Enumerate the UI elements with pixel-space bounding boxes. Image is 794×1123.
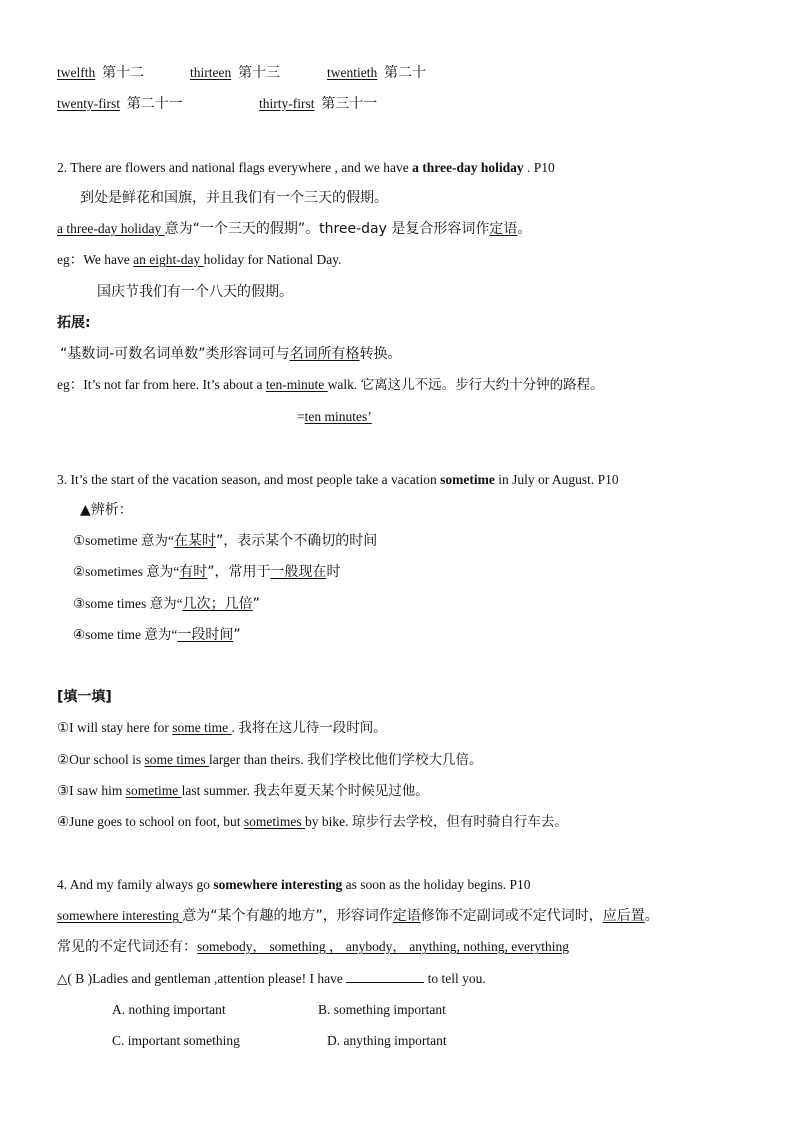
fill-item-answer: some time	[172, 720, 232, 735]
s4-common-label: 常见的不定代词还有：	[57, 939, 197, 955]
s4-note-term: 定语	[392, 908, 421, 924]
s3-item-d: 时	[326, 564, 341, 580]
s2-sentence	[57, 159, 555, 177]
s2-eg-u: an eight-day	[133, 252, 204, 267]
s3-item-c: ”	[233, 627, 241, 643]
ordinal-row-1c	[327, 64, 426, 82]
s4-sentence-bold: somewhere interesting	[213, 877, 343, 892]
ordinal-en: twelfth	[57, 65, 96, 80]
fill-item-1	[57, 719, 387, 737]
s2-note-phrase: a three-day holiday	[57, 221, 165, 236]
fill-title: [填一填]	[57, 689, 112, 705]
s3-item-4	[73, 626, 241, 644]
s3-item-u: 有时	[179, 564, 208, 580]
ordinal-en: twenty-first	[57, 96, 120, 111]
s4-note-text: 意为“某个有趣的地方”，形容词作	[182, 908, 393, 924]
ordinal-row-2b	[259, 95, 377, 113]
s3-item-3	[73, 595, 260, 613]
fill-item-a: ④June goes to school on foot, but	[57, 814, 244, 829]
s3-sentence-a: 3. It’s the start of the vacation season, and most people take a vacation	[57, 472, 441, 487]
s2-note-end: 。	[517, 221, 532, 237]
s4-note-phrase: somewhere interesting	[57, 908, 183, 923]
fill-item-c: last summer. 我去年夏天某个时候见过他。	[181, 783, 429, 798]
fill-item-c: . 我将在这儿待一段时间。	[231, 720, 387, 735]
ordinal-row-2	[57, 95, 183, 113]
s4-note-text-2: 修饰不定副词或不定代词时，	[420, 908, 603, 924]
fill-item-answer: sometimes	[243, 814, 305, 829]
s4-common	[57, 938, 569, 956]
s3-item-2	[73, 563, 340, 581]
s2-note-term: 定语	[489, 221, 518, 237]
s3-item-1	[73, 532, 377, 550]
option-d: D. anything important	[327, 1033, 447, 1048]
s2-eg-a: eg：We have	[57, 252, 134, 267]
s2-example-zh: 国庆节我们有一个八天的假期。	[97, 284, 293, 300]
s4-sentence	[57, 876, 530, 894]
s2-example-2	[57, 376, 604, 394]
s3-item-c: ”，常用于	[207, 564, 271, 580]
s2-eg2-u: ten-minute	[265, 377, 328, 392]
s2-sentence-bold: a three-day holiday	[412, 160, 524, 175]
fill-item-3	[57, 782, 429, 800]
s2-eq-a: =	[297, 409, 305, 424]
s3-item-u2: 一般现在	[270, 564, 327, 580]
s2-translation: 到处是鲜花和国旗，并且我们有一个三天的假期。	[80, 190, 388, 206]
s3-item-u: 在某时	[173, 533, 216, 549]
s3-item-a: ③some times 意为“	[73, 596, 183, 611]
ordinal-en: twentieth	[327, 65, 378, 80]
fill-item-answer: some times	[144, 752, 209, 767]
s4-question-c: to tell you.	[424, 971, 486, 986]
fill-item-4	[57, 813, 568, 831]
fill-item-c: by bike. 琼步行去学校，但有时骑自行车去。	[304, 814, 568, 829]
s2-ext-c: 转换。	[359, 346, 402, 362]
s2-ext-u: 名词所有格	[289, 346, 360, 362]
s2-ext-a: “基数词-可数名词单数”类形容词可与	[60, 346, 290, 362]
ordinal-zh: 第二十一	[126, 96, 183, 112]
fill-item-a: ③I saw him	[57, 783, 126, 798]
s3-item-a: ④some time 意为“	[73, 627, 178, 642]
ordinal-row-1b	[190, 64, 280, 82]
fill-item-2	[57, 751, 482, 769]
s4-note	[57, 907, 659, 925]
s2-example	[57, 251, 341, 269]
option-a: A. nothing important	[112, 1002, 226, 1017]
s3-sentence-c: in July or August. P10	[494, 472, 619, 487]
s2-note-text: 意为“一个三天的假期”。three-day 是复合形容词作	[164, 221, 490, 237]
s2-eq-u: ten minutes’	[304, 409, 372, 424]
s4-common-list: somebody， something ， anybody， anything, nothing, everything	[197, 939, 569, 954]
option-c: C. important something	[112, 1033, 240, 1048]
fill-item-a: ①I will stay here for	[57, 720, 173, 735]
s4-sentence-c: as soon as the holiday begins. P10	[342, 877, 531, 892]
ordinal-en: thirty-first	[259, 96, 315, 111]
s2-eg2-a: eg：It’s not far from here. It’s about a	[57, 377, 266, 392]
s4-note-term-2: 应后置	[602, 908, 645, 924]
s3-item-a: ②sometimes 意为“	[73, 564, 180, 579]
s4-question	[57, 970, 486, 988]
s2-extension-title: 拓展:	[57, 315, 91, 331]
s2-extension	[60, 345, 402, 363]
fill-item-answer: sometime	[125, 783, 182, 798]
s3-item-c: ”，表示某个不确切的时间	[215, 533, 378, 549]
ordinal-row-1	[57, 64, 144, 82]
s3-bianxi: ▲辨析：	[80, 502, 133, 518]
ordinal-en: thirteen	[190, 65, 232, 80]
fill-item-c: larger than theirs. 我们学校比他们学校大几倍。	[208, 752, 483, 767]
s3-item-u: 一段时间	[177, 627, 234, 643]
s2-sentence-c: . P10	[523, 160, 555, 175]
s3-item-c: ”	[252, 596, 260, 612]
ordinal-zh: 第二十	[384, 65, 426, 81]
s4-question-a: △( B )Ladies and gentleman ,attention please! I have	[57, 971, 347, 986]
ordinal-zh: 第三十一	[321, 96, 378, 112]
s3-item-u: 几次；几倍	[182, 596, 253, 612]
s2-equivalent	[297, 408, 372, 426]
s3-sentence-bold: sometime	[440, 472, 495, 487]
s2-note	[57, 220, 531, 238]
fill-item-a: ②Our school is	[57, 752, 145, 767]
answer-blank	[346, 970, 424, 983]
s3-sentence	[57, 471, 619, 489]
s4-note-end: 。	[644, 908, 659, 924]
s2-sentence-a: 2. There are flowers and national flags everywhere , and we have	[57, 160, 413, 175]
s2-eg2-c: walk. 它离这儿不远。步行大约十分钟的路程。	[327, 377, 604, 392]
option-b: B. something important	[318, 1002, 446, 1017]
s2-eg-c: holiday for National Day.	[203, 252, 342, 267]
s3-item-a: ①sometime 意为“	[73, 533, 174, 548]
s4-sentence-a: 4. And my family always go	[57, 877, 214, 892]
ordinal-zh: 第十三	[237, 65, 280, 81]
ordinal-zh: 第十二	[102, 65, 144, 81]
